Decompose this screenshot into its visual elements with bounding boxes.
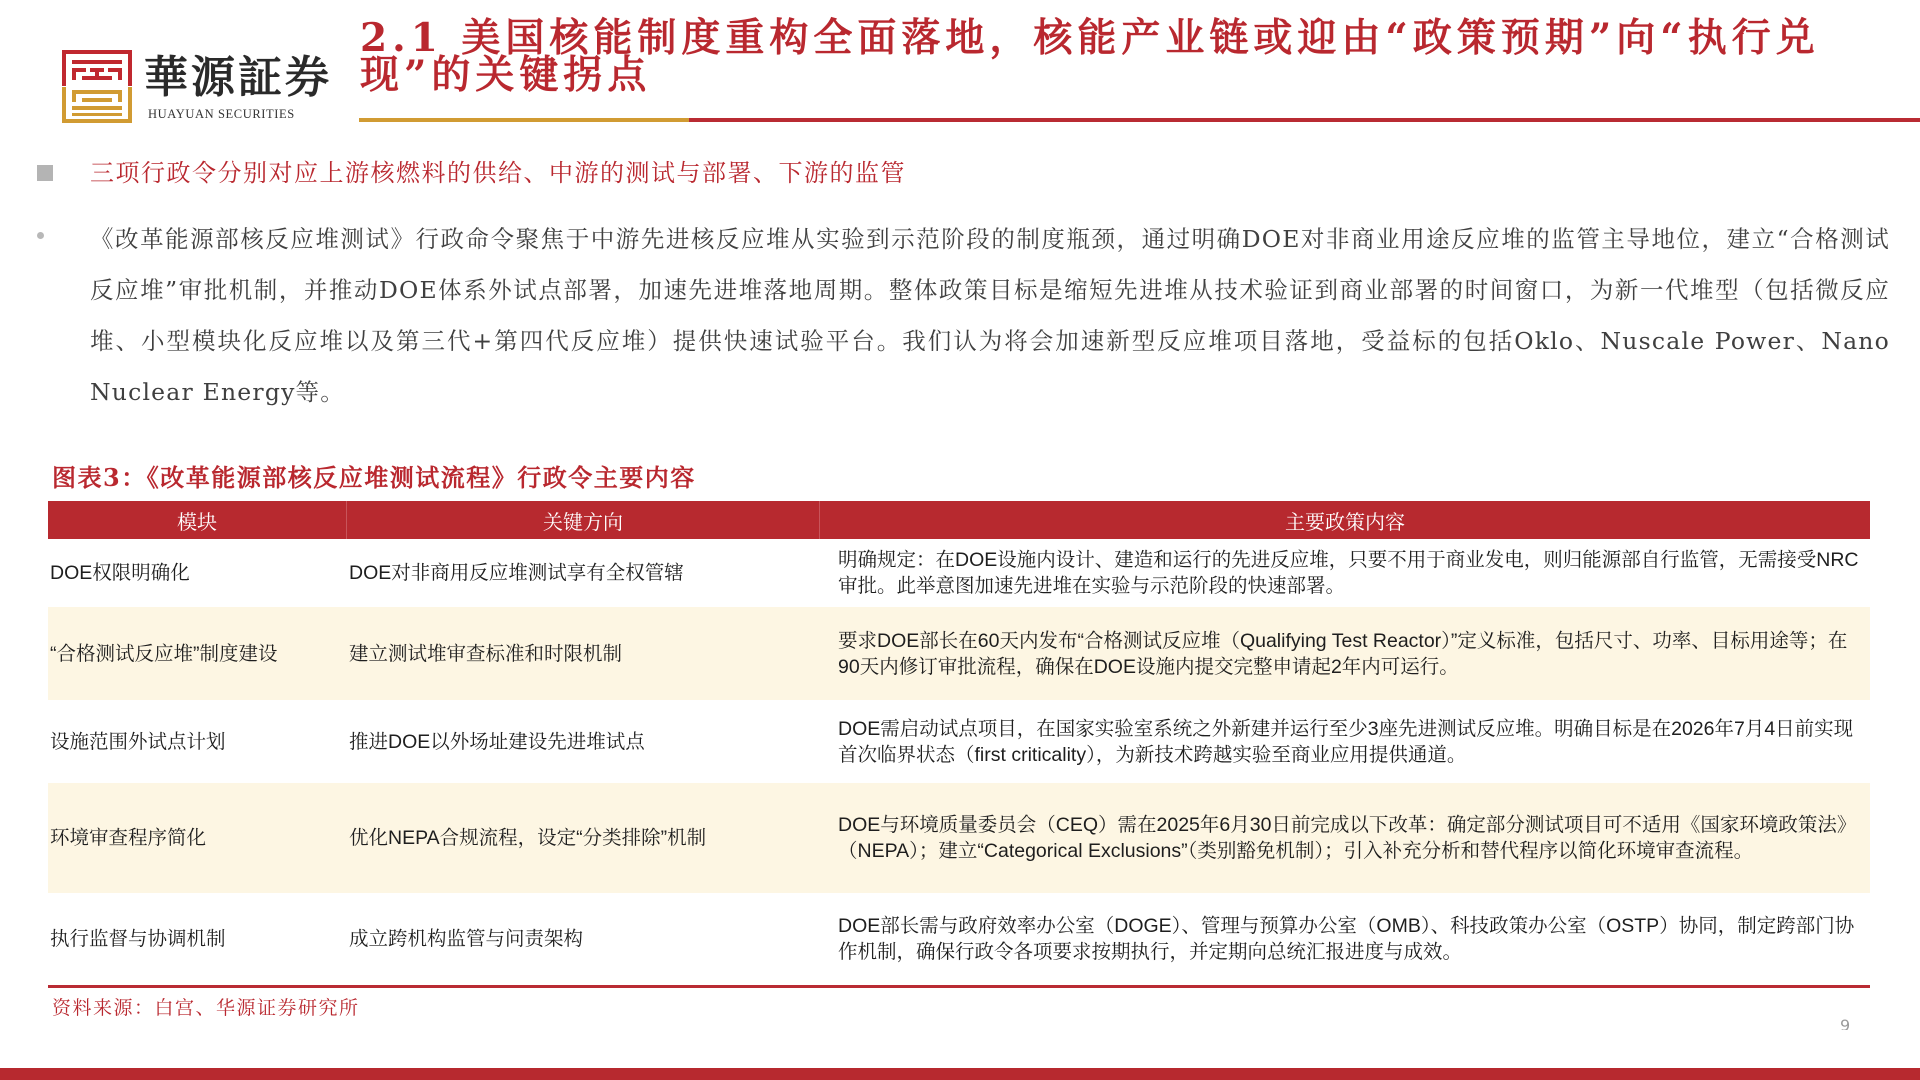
cell-module: 设施范围外试点计划: [50, 730, 226, 753]
figure-caption: 图表3：《改革能源部核反应堆测试流程》行政令主要内容: [52, 463, 696, 492]
cell-module: 环境审查程序简化: [50, 827, 207, 849]
logo-chinese-name: 華源証券: [144, 52, 332, 103]
company-logo: [62, 50, 362, 126]
cell-direction: 优化NEPA合规流程，设定“分类排除”机制: [349, 827, 707, 849]
dot-bullet-icon: [37, 232, 44, 239]
square-bullet-icon: [37, 165, 53, 181]
source-note: 资料来源：白宫、华源证券研究所: [52, 997, 360, 1019]
column-header-content: 主要政策内容: [1285, 509, 1405, 534]
cell-direction: 成立跨机构监管与问责架构: [349, 928, 584, 950]
cell-direction: 推进DOE以外场址建设先进堆试点: [349, 730, 645, 753]
page-number: 9: [1840, 1016, 1851, 1030]
table-row: [48, 783, 1870, 893]
table-bottom-rule: [48, 985, 1870, 988]
cell-content: DOE部长需与政府效率办公室（DOGE）、管理与预算办公室（OMB）、科技政策办公室（OSTP）协同，制定跨部门协作机制，确保行政令各项要求按期执行，并定期向总统汇报进度与成效。: [838, 915, 1855, 963]
column-header-direction: 关键方向: [347, 501, 820, 539]
cell-content: 明确规定：在DOE设施内设计、建造和运行的先进反应堆，只要不用于商业发电，则归能源部自行监管，无需接受NRC审批。此举意图加速先进堆在实验与示范阶段的快速部署。: [838, 549, 1859, 597]
title-divider-red: [689, 118, 1920, 122]
footer-bar: [0, 1068, 1920, 1080]
huayuan-logo-icon: [62, 50, 132, 123]
cell-direction: DOE对非商用反应堆测试享有全权管辖: [349, 562, 684, 584]
table-row: [48, 893, 1870, 985]
table-row: [48, 539, 1870, 607]
cell-module: 执行监督与协调机制: [50, 928, 226, 950]
cell-module: “合格测试反应堆”制度建设: [50, 642, 278, 665]
cell-direction: 建立测试堆审查标准和时限机制: [349, 642, 623, 665]
cell-content: DOE与环境质量委员会（CEQ）需在2025年6月30日前完成以下改革：确定部分测试项目可不适用《国家环境政策法》（NEPA）；建立“Categorical Exclusions”（类别豁免机制）；引入补充分析和替代程序以简化环境审查流程。: [838, 814, 1857, 862]
cell-module: DOE权限明确化: [50, 562, 190, 584]
title-divider-gold: [359, 118, 689, 122]
table-row: [48, 700, 1870, 783]
column-header-module: 模块: [48, 501, 347, 539]
cell-content: DOE需启动试点项目，在国家实验室系统之外新建并运行至少3座先进测试反应堆。明确目标是在2026年7月4日前实现首次临界状态（first criticality），为新技术跨越实验至商业应用提供通道。: [838, 717, 1854, 766]
body-paragraph: 《改革能源部核反应堆测试》行政命令聚焦于中游先进核反应堆从实验到示范阶段的制度瓶颈，通过明确DOE对非商业用途反应堆的监管主导地位，建立“合格测试反应堆”审批机制，并推动DOE体系外试点部署，加速先进堆落地周期。整体政策目标是缩短先进堆从技术验证到商业部署的时间窗口，为新一代堆型（包括微反应堆、小型模块化反应堆以及第三代+第四代反应堆）提供快速试验平台。我们认为将会加速新型反应堆项目落地，受益标的包括Oklo、Nuscale Power、Nano Nuclear Energy等。: [90, 225, 1890, 406]
table-header: [48, 501, 1870, 539]
table-row: [48, 607, 1870, 700]
page-title: 2.1 美国核能制度重构全面落地，核能产业链或迎由“政策预期”向“执行兑现”的关键拐点: [360, 15, 1820, 98]
cell-content: 要求DOE部长在60天内发布“合格测试反应堆（Qualifying Test Reactor）”定义标准，包括尺寸、功率、目标用途等；在90天内修订审批流程，确保在DOE设施内提交完整申请起2年内可运行。: [838, 629, 1848, 678]
section-heading: 三项行政令分别对应上游核燃料的供给、中游的测试与部署、下游的监管: [90, 159, 906, 187]
logo-english-name: HUAYUAN SECURITIES: [148, 107, 295, 121]
policy-table: [48, 501, 1870, 988]
